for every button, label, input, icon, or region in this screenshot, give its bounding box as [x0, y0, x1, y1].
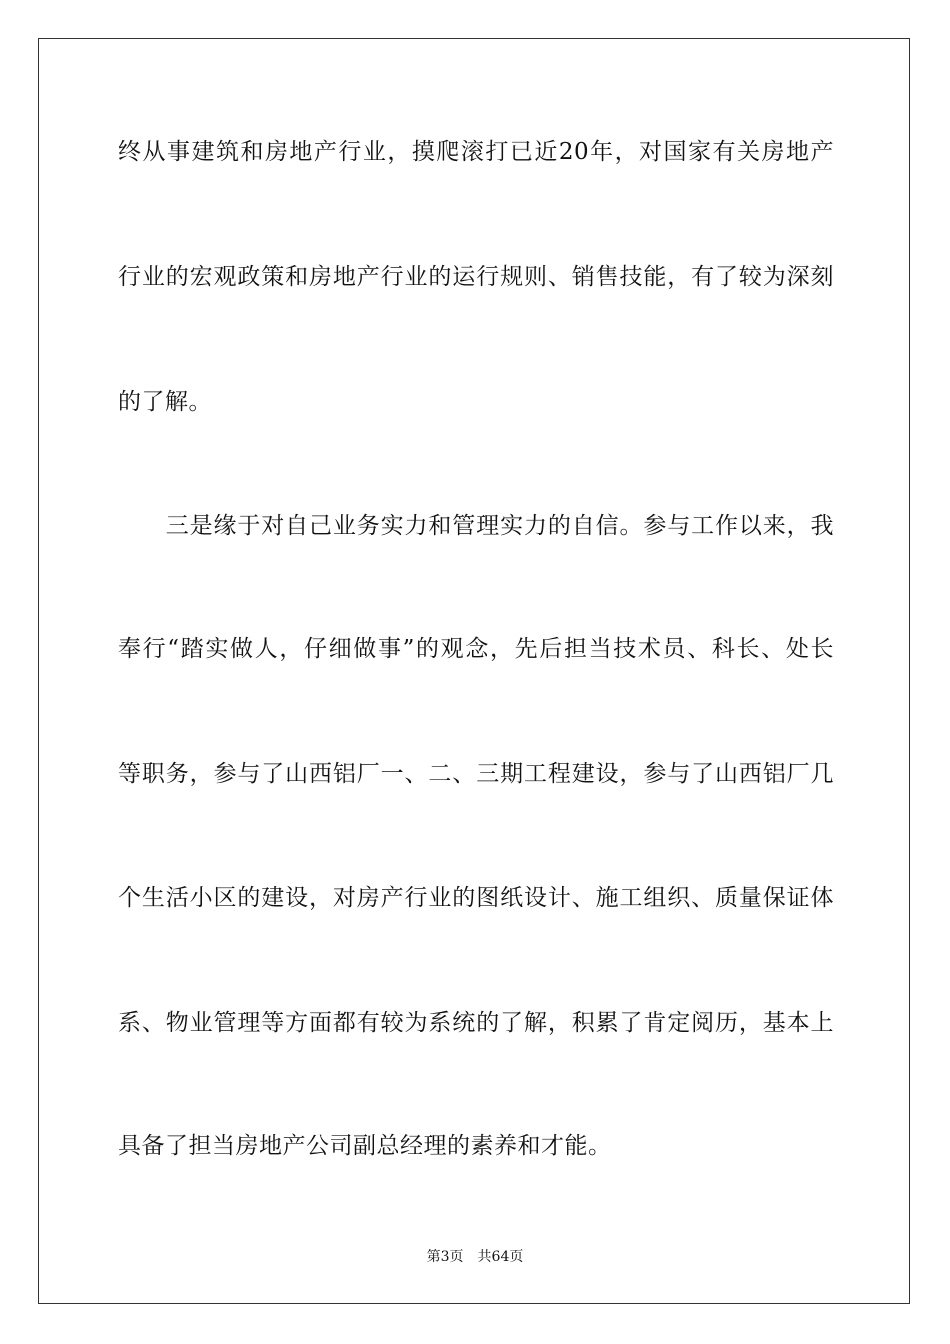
text-line: 系、物业管理等方面都有较为系统的了解，积累了肯定阅历，基本上 — [118, 1010, 834, 1036]
page-border — [38, 38, 910, 1304]
page-number: 第3页 — [426, 1249, 464, 1265]
text-line: 三是缘于对自己业务实力和管理实力的自信。参与工作以来，我 — [118, 513, 834, 539]
text-line: 个生活小区的建设，对房产行业的图纸设计、施工组织、质量保证体 — [118, 885, 834, 911]
text-line: 奉行“踏实做人，仔细做事”的观念，先后担当技术员、科长、处长 — [118, 636, 834, 662]
text-line: 行业的宏观政策和房地产行业的运行规则、销售技能，有了较为深刻 — [118, 264, 834, 290]
page-total: 共64页 — [477, 1249, 524, 1265]
text-line: 的了解。 — [118, 389, 212, 415]
text-line: 终从事建筑和房地产行业，摸爬滚打已近20年，对国家有关房地产 — [118, 139, 834, 165]
page-footer — [0, 1248, 950, 1266]
text-line: 具备了担当房地产公司副总经理的素养和才能。 — [118, 1133, 612, 1159]
text-line: 等职务，参与了山西铝厂一、二、三期工程建设，参与了山西铝厂几 — [118, 761, 834, 787]
